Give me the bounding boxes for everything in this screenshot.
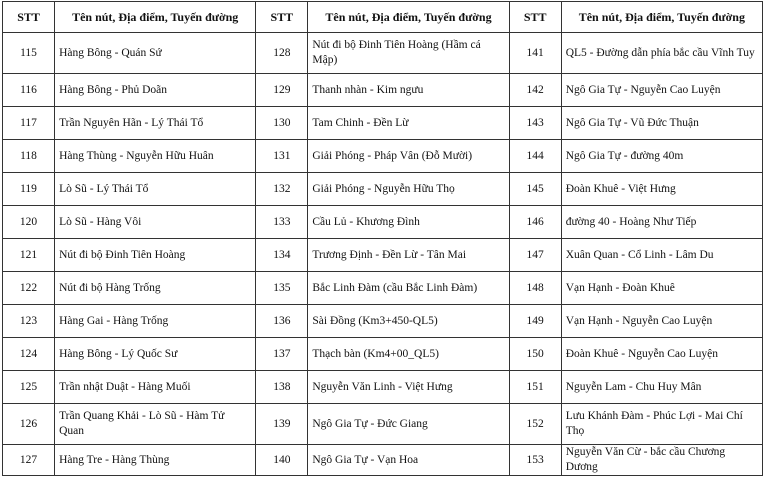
location-name: Trần nhật Duật - Hàng Muối (55, 371, 256, 404)
location-name: Xuân Quan - Cổ Linh - Lâm Du (561, 239, 762, 272)
table-row (3, 173, 763, 206)
row-number: 142 (509, 74, 561, 107)
row-number: 123 (3, 305, 55, 338)
header-row (3, 2, 763, 33)
column-header-stt: STT (3, 2, 55, 33)
row-number: 140 (256, 445, 308, 476)
row-number: 136 (256, 305, 308, 338)
location-name: Tam Chinh - Đền Lừ (308, 107, 509, 140)
row-number: 151 (509, 371, 561, 404)
row-number: 122 (3, 272, 55, 305)
location-name: Vạn Hạnh - Đoàn Khuê (561, 272, 762, 305)
location-name: Trương Định - Đền Lừ - Tân Mai (308, 239, 509, 272)
row-number: 149 (509, 305, 561, 338)
row-number: 150 (509, 338, 561, 371)
location-name: Giải Phóng - Nguyễn Hữu Thọ (308, 173, 509, 206)
row-number: 118 (3, 140, 55, 173)
location-name: Ngô Gia Tự - Vũ Đức Thuận (561, 107, 762, 140)
table-body (3, 33, 763, 476)
column-header-stt: STT (509, 2, 561, 33)
location-name: Thanh nhàn - Kim ngưu (308, 74, 509, 107)
row-number: 135 (256, 272, 308, 305)
location-name: Ngô Gia Tự - Vạn Hoa (308, 445, 509, 476)
table-row (3, 445, 763, 476)
location-name: Nguyễn Văn Cừ - bắc cầu Chương Dương (561, 445, 762, 476)
row-number: 144 (509, 140, 561, 173)
row-number: 127 (3, 445, 55, 476)
row-number: 143 (509, 107, 561, 140)
row-number: 147 (509, 239, 561, 272)
row-number: 138 (256, 371, 308, 404)
row-number: 126 (3, 404, 55, 445)
row-number: 153 (509, 445, 561, 476)
location-name: Cầu Lủ - Khương Đình (308, 206, 509, 239)
table-row (3, 272, 763, 305)
location-name: Hàng Gai - Hàng Trống (55, 305, 256, 338)
location-name: Lò Sũ - Hàng Vôi (55, 206, 256, 239)
row-number: 145 (509, 173, 561, 206)
table-row (3, 239, 763, 272)
location-name: Nút đi bộ Đinh Tiên Hoàng (55, 239, 256, 272)
table-row (3, 140, 763, 173)
row-number: 128 (256, 33, 308, 74)
row-number: 125 (3, 371, 55, 404)
row-number: 133 (256, 206, 308, 239)
table-row (3, 404, 763, 445)
location-name: Hàng Bông - Lý Quốc Sư (55, 338, 256, 371)
row-number: 139 (256, 404, 308, 445)
location-name: Nút đi bộ Đinh Tiên Hoàng (Hầm cá Mập) (308, 33, 509, 74)
row-number: 130 (256, 107, 308, 140)
row-number: 132 (256, 173, 308, 206)
row-number: 146 (509, 206, 561, 239)
row-number: 137 (256, 338, 308, 371)
row-number: 116 (3, 74, 55, 107)
location-name: Hàng Bông - Phủ Doãn (55, 74, 256, 107)
row-number: 121 (3, 239, 55, 272)
row-number: 129 (256, 74, 308, 107)
location-name: Ngô Gia Tự - Đức Giang (308, 404, 509, 445)
row-number: 152 (509, 404, 561, 445)
row-number: 115 (3, 33, 55, 74)
location-name: Giải Phóng - Pháp Vân (Đỗ Mười) (308, 140, 509, 173)
location-name: đường 40 - Hoàng Như Tiếp (561, 206, 762, 239)
location-name: Lò Sũ - Lý Thái Tổ (55, 173, 256, 206)
table-row (3, 338, 763, 371)
location-name: Nút đi bộ Hàng Trống (55, 272, 256, 305)
row-number: 141 (509, 33, 561, 74)
row-number: 120 (3, 206, 55, 239)
table-row (3, 371, 763, 404)
location-name: Trần Quang Khải - Lò Sũ - Hàm Tử Quan (55, 404, 256, 445)
location-name: QL5 - Đường dẫn phía bắc cầu Vĩnh Tuy (561, 33, 762, 74)
location-name: Nguyễn Lam - Chu Huy Mân (561, 371, 762, 404)
column-header-location: Tên nút, Địa điểm, Tuyến đường (308, 2, 509, 33)
column-header-location: Tên nút, Địa điểm, Tuyến đường (561, 2, 762, 33)
intersection-table (2, 1, 763, 476)
location-name: Vạn Hạnh - Nguyễn Cao Luyện (561, 305, 762, 338)
table-row (3, 206, 763, 239)
row-number: 117 (3, 107, 55, 140)
location-name: Ngô Gia Tự - đường 40m (561, 140, 762, 173)
table-row (3, 74, 763, 107)
location-name: Bắc Linh Đàm (cầu Bắc Linh Đàm) (308, 272, 509, 305)
location-name: Đoàn Khuê - Nguyễn Cao Luyện (561, 338, 762, 371)
table-row (3, 33, 763, 74)
location-name: Đoàn Khuê - Việt Hưng (561, 173, 762, 206)
table-row (3, 305, 763, 338)
location-name: Thạch bàn (Km4+00_QL5) (308, 338, 509, 371)
row-number: 124 (3, 338, 55, 371)
table-row (3, 107, 763, 140)
location-name: Hàng Bông - Quán Sứ (55, 33, 256, 74)
row-number: 134 (256, 239, 308, 272)
location-name: Hàng Tre - Hàng Thùng (55, 445, 256, 476)
row-number: 148 (509, 272, 561, 305)
location-name: Lưu Khánh Đàm - Phúc Lợi - Mai Chí Thọ (561, 404, 762, 445)
location-name: Ngô Gia Tự - Nguyễn Cao Luyện (561, 74, 762, 107)
row-number: 131 (256, 140, 308, 173)
location-name: Trần Nguyên Hãn - Lý Thái Tổ (55, 107, 256, 140)
location-name: Sài Đồng (Km3+450-QL5) (308, 305, 509, 338)
location-name: Hàng Thùng - Nguyễn Hữu Huân (55, 140, 256, 173)
row-number: 119 (3, 173, 55, 206)
column-header-stt: STT (256, 2, 308, 33)
column-header-location: Tên nút, Địa điểm, Tuyến đường (55, 2, 256, 33)
location-name: Nguyễn Văn Linh - Việt Hưng (308, 371, 509, 404)
